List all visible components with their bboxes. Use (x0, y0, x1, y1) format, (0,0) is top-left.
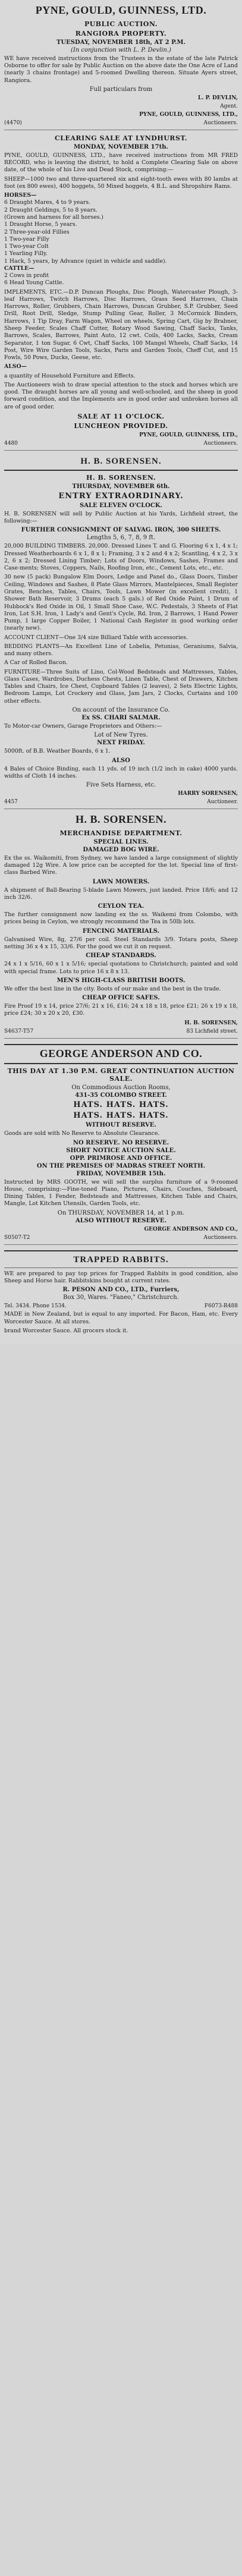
ad-header: PYNE, GOULD, GUINNESS, LTD. (35, 4, 207, 16)
ad-implements: IMPLEMENTS, ETC.—D.P. Duncan Ploughs, Disc Plough, Watercaster Plough, 3-leaf Harrows, Twitch Harrows, Disc Harrows, Grass Seed Harrows, Chain Harrows, Roller, Grubbers, Chain Harrows, Duncan Grubber, S.P. Grubber, Seed Drill, Root Drill, Sledge, Stump Pulling Gear, Roller, 3 McCormick Binders, Harrows, 1 Tip Dray, Farm Wagon, Wheel on wheels, Spring Cart, Gig by Brabner, Sheep Feeder, Scales Chaff Cutter, Rotary Wood Sawing, Chaff Sacks, Tanks, Barrows, Scales, Barrows, Paint Auto, 12 cwt. Coils, 400 Lacks, Sacks, Cream Separator, 1 ton Sugar, 6 Cwt, Chaff Sacks, 100 Mangel Wheels, Chaff Sacks, 14 Post, Wire Wire Garden Tools, Sacks, Paris and Garden Tools, Cheff Cut, and 15 Fowls, 50 Pows, Ducks, Geese, etc. (4, 288, 238, 361)
ad-special: SPECIAL LINES. (93, 838, 149, 845)
list-item: 6 Head Young Cattle. (4, 279, 64, 287)
ad-note: brand Worcester Sauce. All grocers stock it. (4, 1327, 128, 1334)
ad-ceylon: CEYLON TEA. (98, 903, 144, 910)
ad-agent1-role-row (4, 103, 238, 109)
ad-signer (4, 432, 238, 438)
signer-address: 83 Lichfield street. (186, 1028, 238, 1034)
ad-body: PYNE, GOULD, GUINNESS, LTD., have received instructions from MR FRED RECORD, who is leaving the district, to hold a Complete Clearing Sale on above date, of the whole of his Live and Dead Stock, comprising:— (4, 152, 238, 174)
list-item: (Grown and harness for all horses.) (4, 213, 103, 221)
ad-short: SHORT NOTICE AUCTION SALE. (66, 1147, 176, 1154)
ad-hats2: HATS. HATS. HATS. (73, 1111, 169, 1121)
ad-men-text: We offer the best line in the city. Boots of our make and the best in the trade. (4, 985, 221, 992)
ad-header: TRAPPED RABBITS. (73, 1254, 169, 1265)
ad-fencing-text: Galvanised Wire, 8g, 27/6 per coil. Steel Standards 3/9. Totara posts, Sheep netting 36 x 4 x 15, 33/6. For the good we cut it on request. (4, 936, 238, 950)
ad-address: 431-35 COLOMBO STREET. (75, 1092, 167, 1099)
list-item: 1 Hack, 5 years, by Advance (quiet in vehicle and saddle). (4, 257, 167, 265)
ad-hats1: HATS. HATS. HATS. (73, 1100, 169, 1110)
horses-label: HORSES— (4, 192, 37, 199)
divider (4, 1267, 238, 1268)
ad-signer-role (4, 1235, 238, 1241)
ad-entry: ENTRY EXTRAORDINARY. (58, 491, 184, 501)
list-item: 1 Draught Horse, 5 years. (4, 221, 77, 228)
agent2-name: PYNE, GOULD, GUINNESS, LTD., (139, 111, 238, 118)
ad-luncheon: LUNCHEON PROVIDED. (74, 422, 168, 430)
ad-date: TUESDAY, NOVEMBER 18th, AT 2 P.M. (56, 39, 186, 46)
agent1-name: L. P. DEVLIN, (197, 95, 238, 101)
horses-list (4, 199, 238, 265)
ad-phone: Tel. 3434. Phone 1534. (4, 1303, 67, 1310)
ad-signer (4, 791, 238, 797)
ad-premises: ON THE PREMISES OF MADRAS STREET NORTH. (36, 1162, 206, 1169)
signer-name: HARRY SORENSEN, (178, 791, 238, 797)
ad-agent2-role-row (4, 120, 238, 126)
ad-clearing-sale (4, 130, 238, 451)
ad-reserve: NO RESERVE. NO RESERVE. (73, 1139, 169, 1146)
ad-sub: MERCHANDISE DEPARTMENT. (59, 829, 183, 837)
ad-open: OPP. PRIMROSE AND OFFICE. (70, 1155, 172, 1162)
agent1-role: Agent. (220, 103, 238, 109)
ad-lawn: LAWN MOWERS. (92, 878, 150, 885)
ad-sub: H. B. SORENSEN. (86, 473, 156, 482)
signer-name: PYNE, GOULD, GUINNESS, LTD., (139, 432, 238, 438)
ad-men: MEN'S HIGH-CLASS BRITISH BOOTS. (56, 977, 186, 984)
ad-signer-role (4, 799, 238, 805)
ad-phone-row (4, 1303, 238, 1309)
ad-friday: FRIDAY, NOVEMBER 15th. (76, 1170, 166, 1177)
signer-role: Auctioneers. (203, 440, 238, 446)
ad-time: SALE ELEVEN O'CLOCK. (80, 502, 162, 509)
ad-note: Goods are sold with No Reserve to Absolute Clearance. (4, 1130, 160, 1137)
ad-lengths: Lengths 5, 6, 7, 8, 9 ft. (86, 534, 156, 542)
ad-ex: Ex SS. CHARI SALMAR. (81, 715, 161, 721)
ad-signer (4, 1226, 238, 1232)
list-item: 1 Yearling Filly. (4, 250, 48, 257)
ad-bedding: BEDDING PLANTS—An Excellent Line of Lobelia, Petunias, Geraniums, Salvia, and many others. (4, 643, 238, 658)
signer-name: H. B. SORENSEN, (184, 1020, 238, 1026)
ad-intro: On Commodious Auction Rooms, (71, 1084, 171, 1092)
ad-car: A Car of Rolled Bacon. (4, 659, 68, 666)
ad-particulars: Full particulars from (89, 86, 153, 93)
ad-pyne-rangiora (4, 0, 238, 130)
ad-instruct: Instructed by MRS GOOTH, we will sell the surplus furniture of a 9-roomed House, comprising:—Fine-toned Piano, Pictures, Chairs, Couches, Sideboard, Dining Tables, 1 Fender, Bedsteads and Mattresses, Kitchen Table and Chairs, Mangle, Lot Kitchen Utensils, Garden Tools, etc. (4, 1178, 238, 1207)
ad-subhead: FURTHER CONSIGNMENT OF SALVAG. IRON, 300 SHEETS. (21, 527, 221, 534)
ad-next: NEXT FRIDAY. (97, 740, 145, 747)
ad-code: (4470) (4, 119, 22, 126)
ad-note: The Auctioneers wish to draw special attention to the stock and horses which are good. The draught horses are all young and well-schooled, and the sheep in good forward condition, and the Implements are in good order and unbroken horses all are of good order. (4, 381, 238, 410)
ad-lawn-text: A shipment of Ball-Bearing 5-blade Lawn Mowers, just landed. Price 18/6; and 12 inch 32/6. (4, 886, 238, 901)
list-item: 2 Cows in profit (4, 272, 49, 279)
ad-ceylon-text: The further consignment now landing ex the ss. Waikemi from Colombo, with prices being in Ceylon, we strongly recommend the Tea in 50lb lots. (4, 911, 238, 926)
ad-vendor: R. PESON AND CO., LTD., Furriers, (62, 1287, 180, 1294)
ad-harness: Five Sets Harness, etc. (86, 782, 156, 789)
ad-agent2 (4, 112, 238, 118)
ad-anderson (4, 1039, 238, 1245)
ad-items: 20,000 BUILDING TIMBERS. 20,000. Dressed Lines T. and G. Flooring 6 x 1, 4 x 1; Dressed Weatherboards 6 x 1, 8 x 1; Framing, 3 x 2 and 4 x 2; Scantling, 4 x 2, 3 x 2, 6 x 2; Dressed Lining Timber; Lots of Doors, Windows, Sashes, Frames and Case-ments; Stoves, Coppers, Nails, Roofing Iron, etc., Cement Lots, etc., etc. (4, 543, 238, 572)
ad-wire-text: Ex the ss. Waikomiti, from Sydney, we have landed a large consignment of slightly damaged 12g Wire. A low price can be accepted for the lot. Special line of first-class Barbed Wire. (4, 854, 238, 876)
ad-furniture: FURNITURE—Three Suits of Lino, Col-Wood Bedsteads and Mattresses, Tables, Glass Cases, Wardrobes, Duchess Chests, Linen Table, Chest of Drawers, Kitchen Tables and Chairs, Ice Chest, Cupboard Tables (2 leaves), 2 Sets Electric Lights, Bedroom Lamps, Lot Crockery and Glass, Jam Jars, 2 Clocks, Curtains and 100 other effects. (4, 668, 238, 704)
ad-sorensen-auction (4, 451, 238, 809)
list-item: 1 Two-year Filly (4, 235, 49, 243)
ad-code: S4637-T57 (4, 1028, 34, 1034)
ad-fencing: FENCING MATERIALS. (82, 927, 160, 935)
ad-body: WE are prepared to pay top prices for Trapped Rabbits in good condition, also Sheep and Horse hair. Rabbitskins bought at current rates. (4, 1270, 238, 1284)
ad-subtitle: RANGIORA PROPERTY. (75, 29, 167, 37)
ad-body: WE have received instructions from the Trustees in the estate of the late Patrick Osborne to offer for sale by Public Auction on the above date the One Acre of Land (nearly 3 chains frontage) and 5-roomed Dwelling thereon. Situate Ayers street, Rangiora. (4, 55, 238, 84)
ad-agent1 (4, 95, 238, 101)
ad-without: WITHOUT RESERVE. (86, 1122, 156, 1129)
ad-header: H. B. SORENSEN. (80, 456, 162, 466)
ad-weather: 5000ft. of B.B. Weather Boards, 6 x 1. (4, 748, 111, 755)
ad-safes-text: Fire Proof 19 x 14, price 27/6; 21 x 16, £16; 24 x 18 x 18, price £21; 26 x 19 x 18, price £24; 30 x 20 x 20, £30. (4, 1003, 238, 1017)
ad-intro: H. B. SORENSEN will sell by Public Auction at his Yards, Lichfield street, the following:— (4, 510, 238, 525)
ad-code: F6073-R488 (204, 1303, 238, 1310)
ad-damaged: DAMAGED BOG WIRE. (83, 846, 159, 853)
ad-sheep: SHEEP—1000 two and three-quartered six and eight-tooth ewes with 80 lambs at foot (ex 800 ewes), 400 hoggets, 50 Mixed hoggets, 4 B.L. and Shropshire Rams. (4, 175, 238, 190)
ad-sorensen-merchandise (4, 809, 238, 1039)
signer-name: GEORGE ANDERSON AND CO., (144, 1226, 238, 1232)
agent2-role: Auctioneers. (203, 119, 238, 126)
ad-also: ALSO WITHOUT RESERVE. (76, 1217, 166, 1224)
also-label: ALSO— (4, 363, 27, 370)
ad-cheap-text: 24 x 1 x 5/16, 60 x 1 x 5/16; special quotations to Christchurch; painted and sold with special frame. Lots to price 16 x 8 x 13. (4, 961, 238, 975)
list-item: 6 Draught Mares, 4 to 9 years. (4, 199, 91, 206)
ad-tyres: Lot of New Tyres. (94, 732, 148, 739)
ad-code: 4480 (4, 440, 18, 446)
list-item: 1 Two-year Colt (4, 243, 49, 250)
list-item: 2 Draught Geldings, 5 to 8 years. (4, 206, 98, 213)
ad-date: MONDAY, NOVEMBER 17th. (74, 143, 168, 150)
ad-also: ALSO (112, 757, 130, 764)
ad-rabbits (4, 1245, 238, 1340)
ad-code: 4457 (4, 799, 18, 806)
ad-household: 30 new (5 pack) Bungalow Elm Doors, Ledge and Panel do., Glass Doors, Timber Ceiling, Windows and Sashes, 8 Plate Glass Mirrors, Mantelpieces, Small Register Grates, Benches, Tables, Chairs, Tools, Lawn Mower (in excellent credit), 1 Shower Bath Reservoir, 3 Drums (each 5 gals.) of Red Oxide Paint, 1 Drum of Hubbock's Red Oxide in Oil, 1 Small Shoe Case, W.C. Pedestals, 3 Sheets of Flat Iron, Lot S.H. Iron, 1 Lady's and Gent's Cycle, Rd. Iron, 2 Barrows, 1 Hand Power Pump, 1 large Copper Boiler, 1 National Cash Register in good working order (nearly new). (4, 574, 238, 632)
ad-cheap: CHEAP STANDARDS. (86, 952, 156, 960)
ad-code: S0507-T2 (4, 1234, 30, 1241)
ad-signer-role (4, 441, 238, 446)
ad-conjunction: (In conjunction with L. P. Devlin.) (71, 46, 171, 54)
ad-date: THURSDAY, NOVEMBER 6th. (72, 483, 170, 490)
ad-thursday: On THURSDAY, NOVEMBER 14, at 1 p.m. (57, 1209, 185, 1216)
ad-address: Box 30, Wares. "Faneo," Christchurch. (63, 1294, 179, 1301)
ad-title: CLEARING SALE AT LYNDHURST. (55, 134, 187, 142)
cattle-label: CATTLE— (4, 265, 34, 272)
ad-account2: On account of the Insurance Co. (72, 707, 170, 713)
ad-sale-time: SALE AT 11 O'CLOCK. (77, 412, 165, 420)
signer-role: Auctioneers. (203, 1234, 238, 1241)
ad-also: a quantity of Household Furniture and Effects. (4, 372, 136, 379)
ad-signer-address (4, 1028, 238, 1034)
ad-motor: To Motor-car Owners, Garage Proprietors and Others:— (4, 723, 162, 729)
signer-role: Auctioneer. (207, 799, 238, 806)
divider (4, 1250, 238, 1251)
ad-header: H. B. SORENSEN. (75, 813, 167, 826)
ad-title: THIS DAY AT 1.30 P.M. GREAT CONTINUATION AUCTION SALE. (7, 1067, 235, 1083)
ad-title: PUBLIC AUCTION. (84, 20, 158, 28)
ad-header: GEORGE ANDERSON AND CO. (39, 1047, 203, 1059)
divider (4, 1044, 238, 1045)
ad-body2: MADE in New Zealand, but is equal to any imported. For Bacon, Ham, etc. Every Worcester Sauce. At all stores. (4, 1311, 238, 1325)
list-item: 2 Three-year-old Fillies (4, 228, 70, 235)
divider (4, 1063, 238, 1064)
ad-signer (4, 1020, 238, 1026)
ad-safes: CHEAP OFFICE SAFES. (82, 995, 160, 1002)
ad-bales: 4 Bales of Choice Binding, each 11 yds. of 19 inch (1/2 inch in cake) 4000 yards. widths of Cloth 14 inches. (4, 765, 238, 779)
divider (4, 470, 238, 471)
ad-account: ACCOUNT CLIENT—One 3/4 size Billiard Table with accessories. (4, 634, 188, 641)
